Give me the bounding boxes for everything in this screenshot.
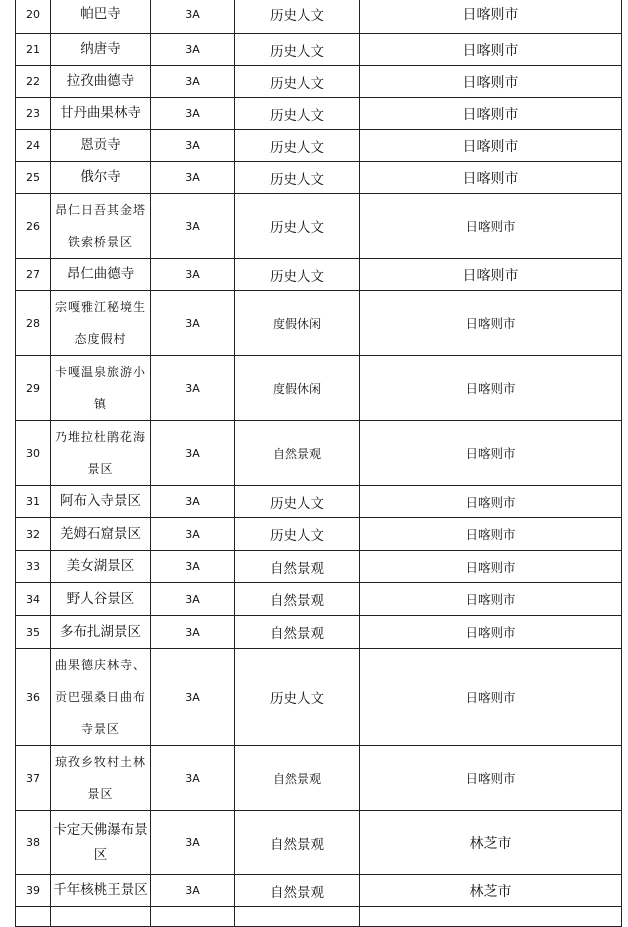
scenic-spot-city: 日喀则市 [360,356,622,421]
table-row [16,875,622,907]
row-number: 38 [16,811,51,875]
row-number: 23 [16,98,51,130]
row-number: 37 [16,746,51,811]
row-number: 36 [16,649,51,746]
row-number: 34 [16,583,51,616]
scenic-spot-grade: 3A [151,98,235,130]
scenic-spot-city: 日喀则市 [360,551,622,583]
table-row [16,66,622,98]
table-row [16,616,622,649]
scenic-spot-grade: 3A [151,162,235,194]
table-row [16,259,622,291]
scenic-spot-name: 纳唐寺 [51,34,151,66]
scenic-spot-city: 日喀则市 [360,98,622,130]
scenic-spot-city: 日喀则市 [360,616,622,649]
table-row [16,583,622,616]
row-number: 39 [16,875,51,907]
table-row [16,649,622,746]
row-number: 20 [16,0,51,34]
scenic-spot-grade: 3A [151,746,235,811]
scenic-spot-type: 历史人文 [235,486,360,518]
scenic-spot-grade [151,907,235,927]
scenic-spot-type: 历史人文 [235,34,360,66]
scenic-spot-type: 自然景观 [235,421,360,486]
scenic-spot-city: 日喀则市 [360,583,622,616]
scenic-spot-city: 日喀则市 [360,486,622,518]
scenic-spot-name: 多布扎湖景区 [51,616,151,649]
row-number: 30 [16,421,51,486]
table-row [16,746,622,811]
row-number: 25 [16,162,51,194]
scenic-spot-name: 卡嘎温泉旅游小镇 [51,356,151,421]
scenic-spot-type: 历史人文 [235,130,360,162]
table-body [16,0,622,927]
scenic-spot-grade: 3A [151,583,235,616]
scenic-spot-grade: 3A [151,356,235,421]
scenic-spot-grade: 3A [151,194,235,259]
scenic-spot-name [51,907,151,927]
row-number: 35 [16,616,51,649]
scenic-spot-grade: 3A [151,259,235,291]
scenic-spot-grade: 3A [151,0,235,34]
scenic-spot-grade: 3A [151,486,235,518]
scenic-spot-name: 野人谷景区 [51,583,151,616]
row-number: 22 [16,66,51,98]
scenic-spot-type: 自然景观 [235,875,360,907]
scenic-spot-grade: 3A [151,130,235,162]
scenic-spot-city: 日喀则市 [360,0,622,34]
row-number: 27 [16,259,51,291]
scenic-spot-name: 昂仁日吾其金塔铁索桥景区 [51,194,151,259]
table-row [16,291,622,356]
table-row [16,421,622,486]
scenic-spot-city [360,907,622,927]
scenic-spot-name: 宗嘎雅江秘境生态度假村 [51,291,151,356]
scenic-spot-type: 度假休闲 [235,356,360,421]
scenic-spot-city: 日喀则市 [360,162,622,194]
scenic-spot-name: 俄尔寺 [51,162,151,194]
scenic-spot-type: 历史人文 [235,162,360,194]
scenic-spot-name: 阿布入寺景区 [51,486,151,518]
scenic-spot-city: 日喀则市 [360,746,622,811]
scenic-spot-city: 林芝市 [360,811,622,875]
scenic-spot-name: 昂仁曲德寺 [51,259,151,291]
scenic-spot-city: 日喀则市 [360,34,622,66]
scenic-spot-type: 自然景观 [235,616,360,649]
scenic-spot-city: 日喀则市 [360,259,622,291]
table-row [16,907,622,927]
scenic-spot-city: 日喀则市 [360,291,622,356]
row-number: 33 [16,551,51,583]
row-number: 32 [16,518,51,551]
row-number: 29 [16,356,51,421]
table-row [16,0,622,34]
scenic-spot-grade: 3A [151,518,235,551]
row-number: 21 [16,34,51,66]
table-row [16,34,622,66]
scenic-spot-type: 历史人文 [235,194,360,259]
scenic-spot-grade: 3A [151,875,235,907]
table-row [16,130,622,162]
scenic-spot-grade: 3A [151,291,235,356]
scenic-spot-name: 拉孜曲德寺 [51,66,151,98]
row-number [16,907,51,927]
scenic-spot-table [15,0,622,927]
table-row [16,811,622,875]
scenic-spot-grade: 3A [151,66,235,98]
table-row [16,486,622,518]
scenic-spot-grade: 3A [151,649,235,746]
scenic-spot-city: 日喀则市 [360,194,622,259]
scenic-spot-type: 自然景观 [235,811,360,875]
table-row [16,356,622,421]
scenic-spot-type: 自然景观 [235,583,360,616]
scenic-spot-type: 度假休闲 [235,291,360,356]
scenic-spot-name: 恩贡寺 [51,130,151,162]
scenic-spot-type: 历史人文 [235,66,360,98]
scenic-spot-type: 自然景观 [235,551,360,583]
scenic-spot-name: 帕巴寺 [51,0,151,34]
scenic-spot-name: 卡定天佛瀑布景区 [51,811,151,875]
scenic-spot-type: 历史人文 [235,0,360,34]
scenic-spot-city: 日喀则市 [360,518,622,551]
scenic-spot-grade: 3A [151,34,235,66]
row-number: 24 [16,130,51,162]
scenic-spot-name: 千年核桃王景区 [51,875,151,907]
scenic-spot-grade: 3A [151,811,235,875]
scenic-spot-name: 甘丹曲果林寺 [51,98,151,130]
scenic-spot-type [235,907,360,927]
scenic-spot-city: 日喀则市 [360,421,622,486]
scenic-spot-name: 曲果德庆林寺、贡巴强桑日曲布寺景区 [51,649,151,746]
scenic-spot-name: 琼孜乡牧村土林景区 [51,746,151,811]
table-row [16,194,622,259]
table-row [16,518,622,551]
scenic-spot-grade: 3A [151,551,235,583]
row-number: 28 [16,291,51,356]
table-row [16,162,622,194]
scenic-spot-city: 林芝市 [360,875,622,907]
scenic-spot-grade: 3A [151,616,235,649]
scenic-spot-grade: 3A [151,421,235,486]
scenic-spot-type: 历史人文 [235,98,360,130]
row-number: 31 [16,486,51,518]
scenic-spot-name: 乃堆拉杜鹃花海景区 [51,421,151,486]
scenic-spot-name: 羌姆石窟景区 [51,518,151,551]
scenic-spot-type: 历史人文 [235,649,360,746]
scenic-spot-city: 日喀则市 [360,649,622,746]
scenic-spot-type: 历史人文 [235,259,360,291]
scenic-spot-city: 日喀则市 [360,130,622,162]
scenic-spot-name: 美女湖景区 [51,551,151,583]
scenic-spot-type: 自然景观 [235,746,360,811]
scenic-spot-city: 日喀则市 [360,66,622,98]
table-row [16,98,622,130]
table-row [16,551,622,583]
row-number: 26 [16,194,51,259]
scenic-spot-type: 历史人文 [235,518,360,551]
